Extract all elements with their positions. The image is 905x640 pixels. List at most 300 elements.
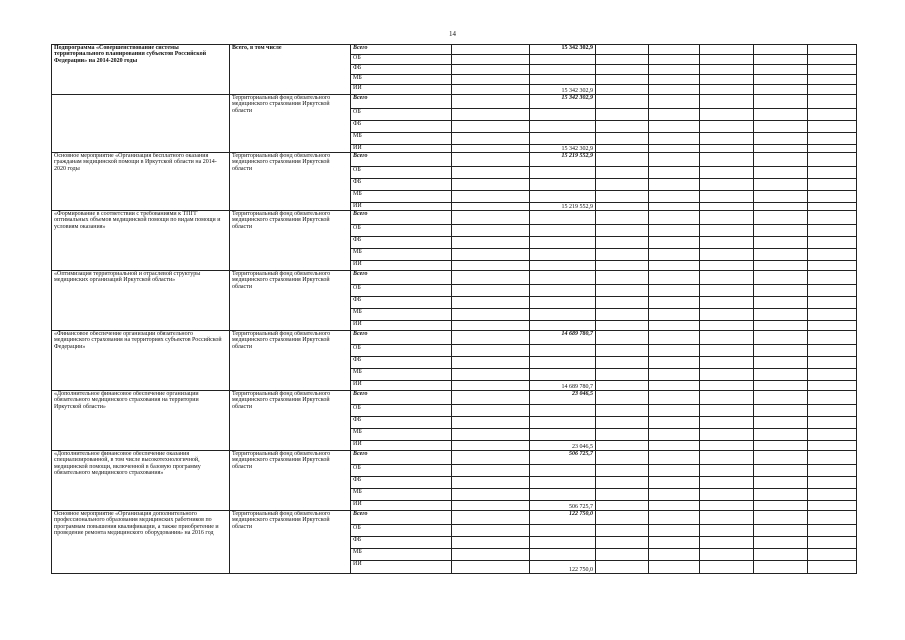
funding-source: Всего bbox=[351, 95, 452, 109]
empty-cell bbox=[808, 525, 857, 537]
empty-cell bbox=[596, 441, 649, 451]
empty-cell bbox=[700, 179, 754, 191]
funding-source: ИИ bbox=[351, 381, 452, 391]
empty-cell bbox=[700, 75, 754, 85]
empty-cell bbox=[700, 345, 754, 357]
funding-source: ФБ bbox=[351, 477, 452, 489]
amount-cell: 15 219 552,9 bbox=[530, 203, 596, 211]
empty-cell bbox=[700, 249, 754, 261]
empty-cell bbox=[649, 561, 700, 574]
activity-description: «Финансовое обеспечение организации обязательного медицинского страхования на территориях субъектов Российской Федерации» bbox=[52, 331, 230, 391]
empty-cell bbox=[452, 109, 530, 121]
empty-cell bbox=[452, 381, 530, 391]
empty-cell bbox=[452, 477, 530, 489]
funding-source: ОБ bbox=[351, 285, 452, 297]
empty-cell bbox=[596, 237, 649, 249]
empty-cell bbox=[700, 357, 754, 369]
empty-cell bbox=[649, 261, 700, 271]
empty-cell bbox=[700, 549, 754, 561]
amount-cell: 15 342 302,9 bbox=[530, 85, 596, 95]
empty-cell bbox=[452, 369, 530, 381]
amount-cell: 14 689 780,7 bbox=[530, 381, 596, 391]
amount-cell bbox=[530, 525, 596, 537]
funding-source: ИИ bbox=[351, 561, 452, 574]
empty-cell bbox=[700, 429, 754, 441]
responsible-executor: Всего, в том числе bbox=[230, 45, 351, 95]
funding-source: Всего bbox=[351, 153, 452, 167]
empty-cell bbox=[808, 65, 857, 75]
empty-cell bbox=[754, 429, 808, 441]
empty-cell bbox=[649, 537, 700, 549]
amount-cell bbox=[530, 249, 596, 261]
empty-cell bbox=[700, 561, 754, 574]
empty-cell bbox=[808, 55, 857, 65]
empty-cell bbox=[649, 331, 700, 345]
empty-cell bbox=[808, 237, 857, 249]
empty-cell bbox=[754, 441, 808, 451]
empty-cell bbox=[808, 357, 857, 369]
empty-cell bbox=[596, 95, 649, 109]
empty-cell bbox=[452, 511, 530, 525]
empty-cell bbox=[808, 451, 857, 465]
empty-cell bbox=[700, 153, 754, 167]
empty-cell bbox=[754, 391, 808, 405]
empty-cell bbox=[700, 133, 754, 145]
responsible-executor: Территориальный фонд обязательного медицинского страхования Иркутской области bbox=[230, 511, 351, 574]
empty-cell bbox=[700, 525, 754, 537]
amount-cell bbox=[530, 537, 596, 549]
empty-cell bbox=[754, 549, 808, 561]
empty-cell bbox=[596, 465, 649, 477]
empty-cell bbox=[808, 95, 857, 109]
amount-cell bbox=[530, 285, 596, 297]
empty-cell bbox=[754, 381, 808, 391]
empty-cell bbox=[596, 369, 649, 381]
empty-cell bbox=[649, 441, 700, 451]
empty-cell bbox=[452, 297, 530, 309]
empty-cell bbox=[808, 133, 857, 145]
responsible-executor: Территориальный фонд обязательного медицинского страхования Иркутской области bbox=[230, 153, 351, 211]
budget-table bbox=[51, 44, 857, 574]
empty-cell bbox=[596, 331, 649, 345]
empty-cell bbox=[596, 167, 649, 179]
empty-cell bbox=[700, 211, 754, 225]
funding-source: МБ bbox=[351, 429, 452, 441]
empty-cell bbox=[754, 55, 808, 65]
amount-cell: 15 342 302,9 bbox=[530, 45, 596, 55]
empty-cell bbox=[452, 501, 530, 511]
empty-cell bbox=[452, 85, 530, 95]
empty-cell bbox=[596, 391, 649, 405]
empty-cell bbox=[452, 211, 530, 225]
amount-cell: 15 342 302,9 bbox=[530, 145, 596, 153]
empty-cell bbox=[452, 441, 530, 451]
empty-cell bbox=[754, 225, 808, 237]
empty-cell bbox=[596, 511, 649, 525]
empty-cell bbox=[808, 121, 857, 133]
empty-cell bbox=[754, 285, 808, 297]
funding-source: ФБ bbox=[351, 297, 452, 309]
funding-source: ИИ bbox=[351, 145, 452, 153]
empty-cell bbox=[596, 55, 649, 65]
amount-cell bbox=[530, 465, 596, 477]
empty-cell bbox=[452, 167, 530, 179]
empty-cell bbox=[452, 451, 530, 465]
empty-cell bbox=[452, 525, 530, 537]
empty-cell bbox=[452, 65, 530, 75]
page-number: 14 bbox=[449, 30, 456, 38]
empty-cell bbox=[596, 271, 649, 285]
empty-cell bbox=[452, 55, 530, 65]
empty-cell bbox=[808, 297, 857, 309]
amount-cell bbox=[530, 417, 596, 429]
empty-cell bbox=[596, 179, 649, 191]
empty-cell bbox=[452, 345, 530, 357]
empty-cell bbox=[808, 109, 857, 121]
empty-cell bbox=[700, 477, 754, 489]
empty-cell bbox=[596, 85, 649, 95]
empty-cell bbox=[452, 561, 530, 574]
empty-cell bbox=[754, 357, 808, 369]
amount-cell bbox=[530, 75, 596, 85]
empty-cell bbox=[596, 225, 649, 237]
empty-cell bbox=[808, 405, 857, 417]
empty-cell bbox=[596, 381, 649, 391]
empty-cell bbox=[649, 55, 700, 65]
empty-cell bbox=[596, 537, 649, 549]
empty-cell bbox=[700, 191, 754, 203]
amount-cell bbox=[530, 109, 596, 121]
activity-description: «Дополнительное финансовое обеспечение организации обязательного медицинского страхования на территории Иркутской области» bbox=[52, 391, 230, 451]
empty-cell bbox=[808, 179, 857, 191]
empty-cell bbox=[700, 285, 754, 297]
funding-source: МБ bbox=[351, 75, 452, 85]
funding-source: ФБ bbox=[351, 237, 452, 249]
amount-cell bbox=[530, 55, 596, 65]
empty-cell bbox=[808, 153, 857, 167]
empty-cell bbox=[649, 153, 700, 167]
empty-cell bbox=[754, 271, 808, 285]
amount-cell bbox=[530, 167, 596, 179]
empty-cell bbox=[649, 211, 700, 225]
empty-cell bbox=[808, 511, 857, 525]
empty-cell bbox=[808, 429, 857, 441]
empty-cell bbox=[452, 121, 530, 133]
empty-cell bbox=[649, 75, 700, 85]
empty-cell bbox=[649, 357, 700, 369]
empty-cell bbox=[808, 369, 857, 381]
empty-cell bbox=[649, 511, 700, 525]
empty-cell bbox=[700, 441, 754, 451]
funding-source: Всего bbox=[351, 391, 452, 405]
empty-cell bbox=[452, 203, 530, 211]
empty-cell bbox=[596, 525, 649, 537]
empty-cell bbox=[808, 271, 857, 285]
empty-cell bbox=[596, 45, 649, 55]
empty-cell bbox=[808, 489, 857, 501]
activity-description: Подпрограмма «Совершенствование системы территориального планирования субъектов Российской Федерации» на 2014-2020 годы bbox=[52, 45, 230, 95]
empty-cell bbox=[808, 441, 857, 451]
empty-cell bbox=[808, 285, 857, 297]
table-row bbox=[52, 271, 857, 285]
empty-cell bbox=[452, 75, 530, 85]
funding-source: ОБ bbox=[351, 465, 452, 477]
funding-source: ОБ bbox=[351, 55, 452, 65]
empty-cell bbox=[596, 357, 649, 369]
amount-cell: 506 725,7 bbox=[530, 451, 596, 465]
activity-description bbox=[52, 95, 230, 153]
amount-cell: 15 219 552,9 bbox=[530, 153, 596, 167]
empty-cell bbox=[700, 261, 754, 271]
empty-cell bbox=[808, 261, 857, 271]
empty-cell bbox=[452, 405, 530, 417]
empty-cell bbox=[808, 167, 857, 179]
empty-cell bbox=[649, 203, 700, 211]
empty-cell bbox=[452, 95, 530, 109]
funding-source: ИИ bbox=[351, 261, 452, 271]
empty-cell bbox=[808, 391, 857, 405]
empty-cell bbox=[596, 297, 649, 309]
amount-cell bbox=[530, 321, 596, 331]
amount-cell bbox=[530, 405, 596, 417]
empty-cell bbox=[596, 75, 649, 85]
empty-cell bbox=[596, 561, 649, 574]
funding-source: МБ bbox=[351, 549, 452, 561]
empty-cell bbox=[452, 249, 530, 261]
empty-cell bbox=[700, 489, 754, 501]
empty-cell bbox=[452, 153, 530, 167]
empty-cell bbox=[700, 465, 754, 477]
amount-cell bbox=[530, 237, 596, 249]
empty-cell bbox=[700, 391, 754, 405]
table-row bbox=[52, 451, 857, 465]
empty-cell bbox=[649, 451, 700, 465]
empty-cell bbox=[596, 345, 649, 357]
empty-cell bbox=[649, 465, 700, 477]
empty-cell bbox=[649, 225, 700, 237]
empty-cell bbox=[754, 133, 808, 145]
amount-cell: 122 750,0 bbox=[530, 511, 596, 525]
funding-source: ФБ bbox=[351, 357, 452, 369]
empty-cell bbox=[452, 285, 530, 297]
funding-source: Всего bbox=[351, 451, 452, 465]
empty-cell bbox=[452, 191, 530, 203]
empty-cell bbox=[452, 271, 530, 285]
empty-cell bbox=[754, 561, 808, 574]
empty-cell bbox=[754, 167, 808, 179]
empty-cell bbox=[649, 271, 700, 285]
funding-source: ОБ bbox=[351, 225, 452, 237]
empty-cell bbox=[649, 391, 700, 405]
empty-cell bbox=[452, 321, 530, 331]
funding-source: ИИ bbox=[351, 501, 452, 511]
empty-cell bbox=[452, 489, 530, 501]
empty-cell bbox=[754, 369, 808, 381]
empty-cell bbox=[808, 345, 857, 357]
empty-cell bbox=[754, 191, 808, 203]
empty-cell bbox=[452, 331, 530, 345]
amount-cell bbox=[530, 357, 596, 369]
empty-cell bbox=[808, 501, 857, 511]
empty-cell bbox=[754, 331, 808, 345]
empty-cell bbox=[596, 321, 649, 331]
empty-cell bbox=[452, 465, 530, 477]
empty-cell bbox=[754, 465, 808, 477]
empty-cell bbox=[808, 549, 857, 561]
amount-cell bbox=[530, 65, 596, 75]
empty-cell bbox=[808, 465, 857, 477]
responsible-executor: Территориальный фонд обязательного медицинского страхования Иркутской области bbox=[230, 451, 351, 511]
empty-cell bbox=[700, 65, 754, 75]
funding-source: ИИ bbox=[351, 321, 452, 331]
funding-source: ФБ bbox=[351, 537, 452, 549]
funding-source: Всего bbox=[351, 211, 452, 225]
empty-cell bbox=[808, 561, 857, 574]
empty-cell bbox=[452, 391, 530, 405]
amount-cell bbox=[530, 225, 596, 237]
empty-cell bbox=[808, 225, 857, 237]
amount-cell: 23 046,5 bbox=[530, 391, 596, 405]
empty-cell bbox=[808, 191, 857, 203]
empty-cell bbox=[808, 145, 857, 153]
amount-cell: 122 750,0 bbox=[530, 561, 596, 574]
empty-cell bbox=[700, 537, 754, 549]
empty-cell bbox=[649, 95, 700, 109]
activity-description: Основное мероприятие «Организация дополнительного профессионального образования медицинских работников по программам повышения квалификации, а также приобретение и проведение ремонта медицинского оборудования» на 2016 год bbox=[52, 511, 230, 574]
empty-cell bbox=[596, 549, 649, 561]
responsible-executor: Территориальный фонд обязательного медицинского страхования Иркутской области bbox=[230, 271, 351, 331]
empty-cell bbox=[700, 145, 754, 153]
empty-cell bbox=[700, 109, 754, 121]
table-row bbox=[52, 211, 857, 225]
responsible-executor: Территориальный фонд обязательного медицинского страхования Иркутской области bbox=[230, 391, 351, 451]
funding-source: ИИ bbox=[351, 203, 452, 211]
empty-cell bbox=[649, 501, 700, 511]
empty-cell bbox=[649, 179, 700, 191]
empty-cell bbox=[649, 477, 700, 489]
empty-cell bbox=[649, 85, 700, 95]
empty-cell bbox=[754, 109, 808, 121]
empty-cell bbox=[700, 167, 754, 179]
empty-cell bbox=[596, 451, 649, 465]
funding-source: ФБ bbox=[351, 121, 452, 133]
amount-cell bbox=[530, 297, 596, 309]
empty-cell bbox=[754, 297, 808, 309]
table-row bbox=[52, 511, 857, 525]
empty-cell bbox=[808, 331, 857, 345]
empty-cell bbox=[649, 381, 700, 391]
empty-cell bbox=[596, 145, 649, 153]
empty-cell bbox=[452, 261, 530, 271]
empty-cell bbox=[754, 261, 808, 271]
empty-cell bbox=[649, 237, 700, 249]
empty-cell bbox=[649, 121, 700, 133]
empty-cell bbox=[700, 369, 754, 381]
empty-cell bbox=[754, 537, 808, 549]
amount-cell bbox=[530, 309, 596, 321]
empty-cell bbox=[754, 121, 808, 133]
funding-source: Всего bbox=[351, 271, 452, 285]
empty-cell bbox=[649, 369, 700, 381]
amount-cell bbox=[530, 345, 596, 357]
empty-cell bbox=[649, 133, 700, 145]
empty-cell bbox=[700, 225, 754, 237]
empty-cell bbox=[700, 297, 754, 309]
funding-source: МБ bbox=[351, 369, 452, 381]
empty-cell bbox=[452, 417, 530, 429]
empty-cell bbox=[700, 45, 754, 55]
empty-cell bbox=[596, 501, 649, 511]
table-row bbox=[52, 153, 857, 167]
amount-cell: 15 342 302,9 bbox=[530, 95, 596, 109]
empty-cell bbox=[649, 405, 700, 417]
empty-cell bbox=[596, 153, 649, 167]
empty-cell bbox=[754, 345, 808, 357]
empty-cell bbox=[754, 95, 808, 109]
empty-cell bbox=[452, 45, 530, 55]
amount-cell bbox=[530, 179, 596, 191]
empty-cell bbox=[754, 417, 808, 429]
empty-cell bbox=[452, 429, 530, 441]
empty-cell bbox=[808, 75, 857, 85]
activity-description: «Формирование в соответствии с требованиями к ТПГГ оптимальных объемов медицинской помощи по видам помощи и условиям оказания» bbox=[52, 211, 230, 271]
amount-cell bbox=[530, 369, 596, 381]
empty-cell bbox=[649, 45, 700, 55]
funding-source: МБ bbox=[351, 309, 452, 321]
empty-cell bbox=[596, 261, 649, 271]
funding-source: ОБ bbox=[351, 167, 452, 179]
empty-cell bbox=[700, 309, 754, 321]
amount-cell bbox=[530, 477, 596, 489]
empty-cell bbox=[596, 191, 649, 203]
empty-cell bbox=[700, 511, 754, 525]
funding-source: ФБ bbox=[351, 179, 452, 191]
empty-cell bbox=[452, 549, 530, 561]
amount-cell bbox=[530, 261, 596, 271]
funding-source: МБ bbox=[351, 133, 452, 145]
amount-cell bbox=[530, 211, 596, 225]
empty-cell bbox=[754, 489, 808, 501]
empty-cell bbox=[808, 537, 857, 549]
empty-cell bbox=[596, 109, 649, 121]
empty-cell bbox=[452, 237, 530, 249]
empty-cell bbox=[596, 211, 649, 225]
empty-cell bbox=[649, 417, 700, 429]
empty-cell bbox=[649, 191, 700, 203]
empty-cell bbox=[596, 429, 649, 441]
empty-cell bbox=[700, 331, 754, 345]
empty-cell bbox=[596, 477, 649, 489]
table-row bbox=[52, 391, 857, 405]
funding-source: МБ bbox=[351, 489, 452, 501]
funding-source: ФБ bbox=[351, 417, 452, 429]
empty-cell bbox=[808, 211, 857, 225]
empty-cell bbox=[649, 65, 700, 75]
empty-cell bbox=[754, 477, 808, 489]
empty-cell bbox=[649, 525, 700, 537]
empty-cell bbox=[700, 451, 754, 465]
empty-cell bbox=[452, 145, 530, 153]
empty-cell bbox=[808, 249, 857, 261]
empty-cell bbox=[452, 309, 530, 321]
empty-cell bbox=[754, 525, 808, 537]
empty-cell bbox=[649, 345, 700, 357]
empty-cell bbox=[700, 501, 754, 511]
empty-cell bbox=[649, 549, 700, 561]
empty-cell bbox=[649, 249, 700, 261]
empty-cell bbox=[649, 109, 700, 121]
empty-cell bbox=[700, 405, 754, 417]
